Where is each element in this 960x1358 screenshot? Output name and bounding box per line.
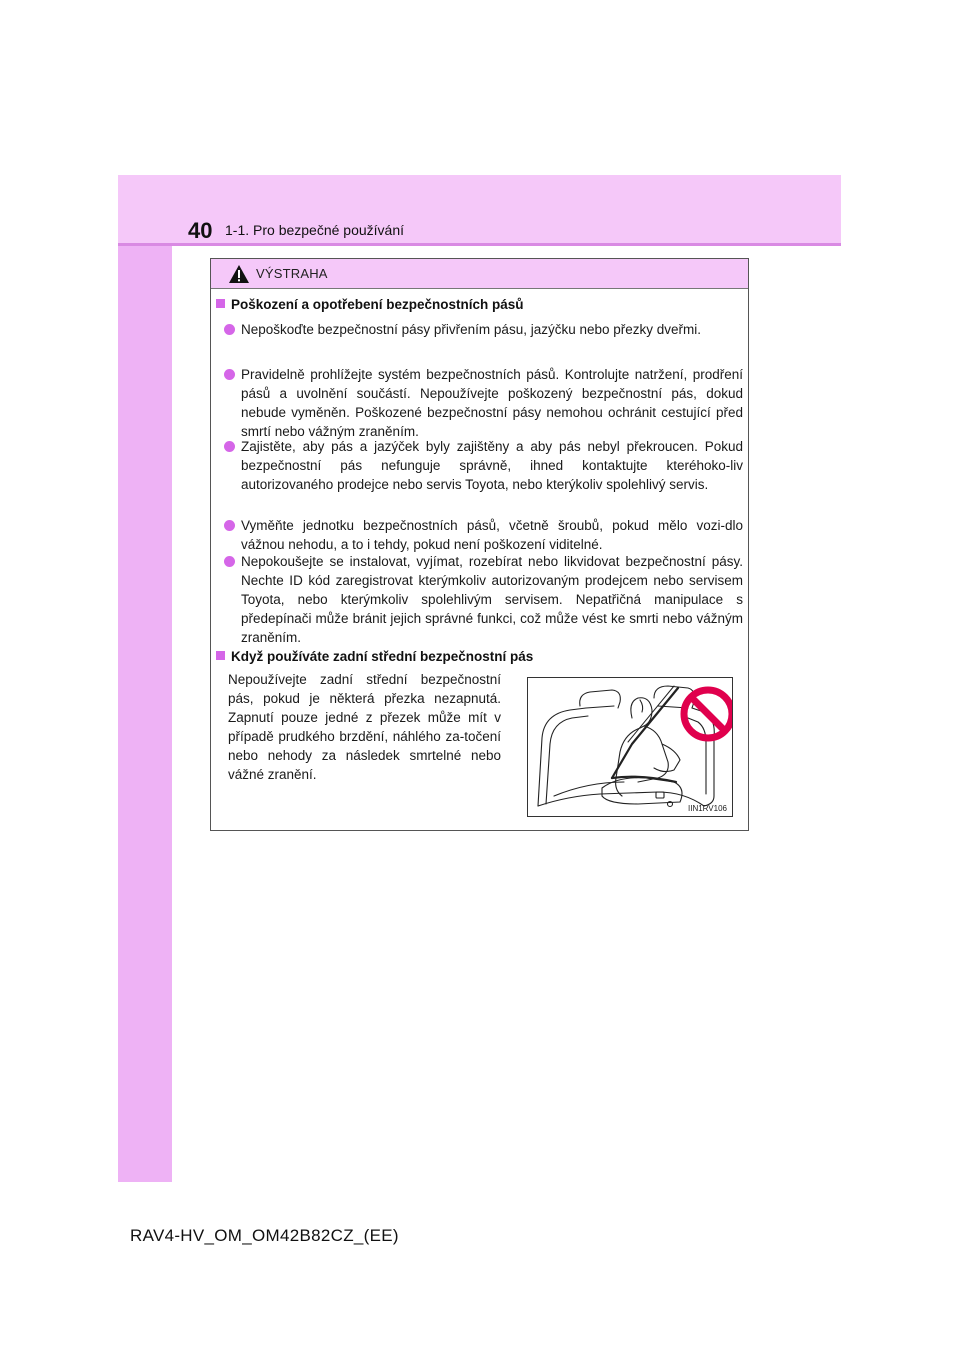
rear-belt-text: Nepoužívejte zadní střední bezpečnostní pás, pokud je některá přezka nezapnutá. Zapnutí pouze jedné z přezek může mít v případě prudkého brzdění, náhlého za-točení nebo nehody za následek smrtelné nebo vážné zranění. <box>228 672 501 782</box>
bullet-item <box>241 320 743 339</box>
round-bullet-icon <box>224 369 235 380</box>
figure-code: IIN1RV106 <box>688 804 727 813</box>
round-bullet-icon <box>224 324 235 335</box>
bullet-item <box>241 365 743 441</box>
bullet-text: Zajistěte, aby pás a jazýček byly zajištěny a aby pás nebyl překroucen. Pokud bezpečnostní pás nefunguje správně, ihned kontaktujte kteréhoko-liv autorizovaného prodejce nebo servis Toyota, nebo kterýkoliv spolehlivý servis. <box>241 439 743 492</box>
side-color-band <box>118 175 172 1182</box>
section-heading-rear-belt-text: Když používáte zadní střední bezpečnostní pás <box>231 649 534 664</box>
rear-seat-illustration <box>527 677 733 817</box>
round-bullet-icon <box>224 520 235 531</box>
section-heading-rear-belt <box>216 649 533 664</box>
round-bullet-icon <box>224 441 235 452</box>
warning-title: VÝSTRAHA <box>256 266 328 281</box>
square-bullet-icon <box>216 651 225 660</box>
section-heading-damage <box>216 297 524 312</box>
footer-document-code: RAV4-HV_OM_OM42B82CZ_(EE) <box>130 1226 399 1245</box>
section-title: 1-1. Pro bezpečné používání <box>225 222 405 238</box>
bullet-text: Nepoškoďte bezpečnostní pásy přivřením pásu, jazýčku nebo přezky dveřmi. <box>241 322 702 337</box>
bullet-item <box>241 552 743 647</box>
header-rule <box>118 243 841 246</box>
warning-header <box>211 259 748 289</box>
square-bullet-icon <box>216 299 225 308</box>
page-number: 40 <box>188 218 213 243</box>
warning-triangle-icon <box>228 264 250 284</box>
round-bullet-icon <box>224 556 235 567</box>
warning-box <box>210 258 749 831</box>
prohibition-icon <box>684 690 732 738</box>
bullet-item <box>241 516 743 554</box>
bullet-text: Nepokoušejte se instalovat, vyjímat, rozebírat nebo likvidovat bezpečnostní pásy. Nechte ID kód zaregistrovat kterýmkoliv autorizovaným prodejcem nebo servisem Toyota, nebo kterýmkoliv spolehlivým servisem. Nepatřičná manipulace s předepínači může bránit jejich správné funkci, což může vést ke smrti nebo vážným zraněním. <box>241 554 743 645</box>
bullet-text: Pravidelně prohlížejte systém bezpečnostních pásů. Kontrolujte natržení, prodření pásů a uvolnění součástí. Nepoužívejte poškozený bezpečnostní pás, dokud nebude vyměněn. Poškozené bezpečnostní pásy nemohou ochránit cestující před smrtí nebo vážným zraněním. <box>241 367 743 439</box>
bullet-text: Vyměňte jednotku bezpečnostních pásů, včetně šroubů, pokud mělo vozi-dlo vážnou nehodu, a to i tehdy, pokud není poškození viditelné. <box>241 518 743 552</box>
section-heading-damage-text: Poškození a opotřebení bezpečnostních pásů <box>231 297 524 312</box>
seat-belt-drawing <box>528 678 732 816</box>
bullet-item <box>241 437 743 494</box>
